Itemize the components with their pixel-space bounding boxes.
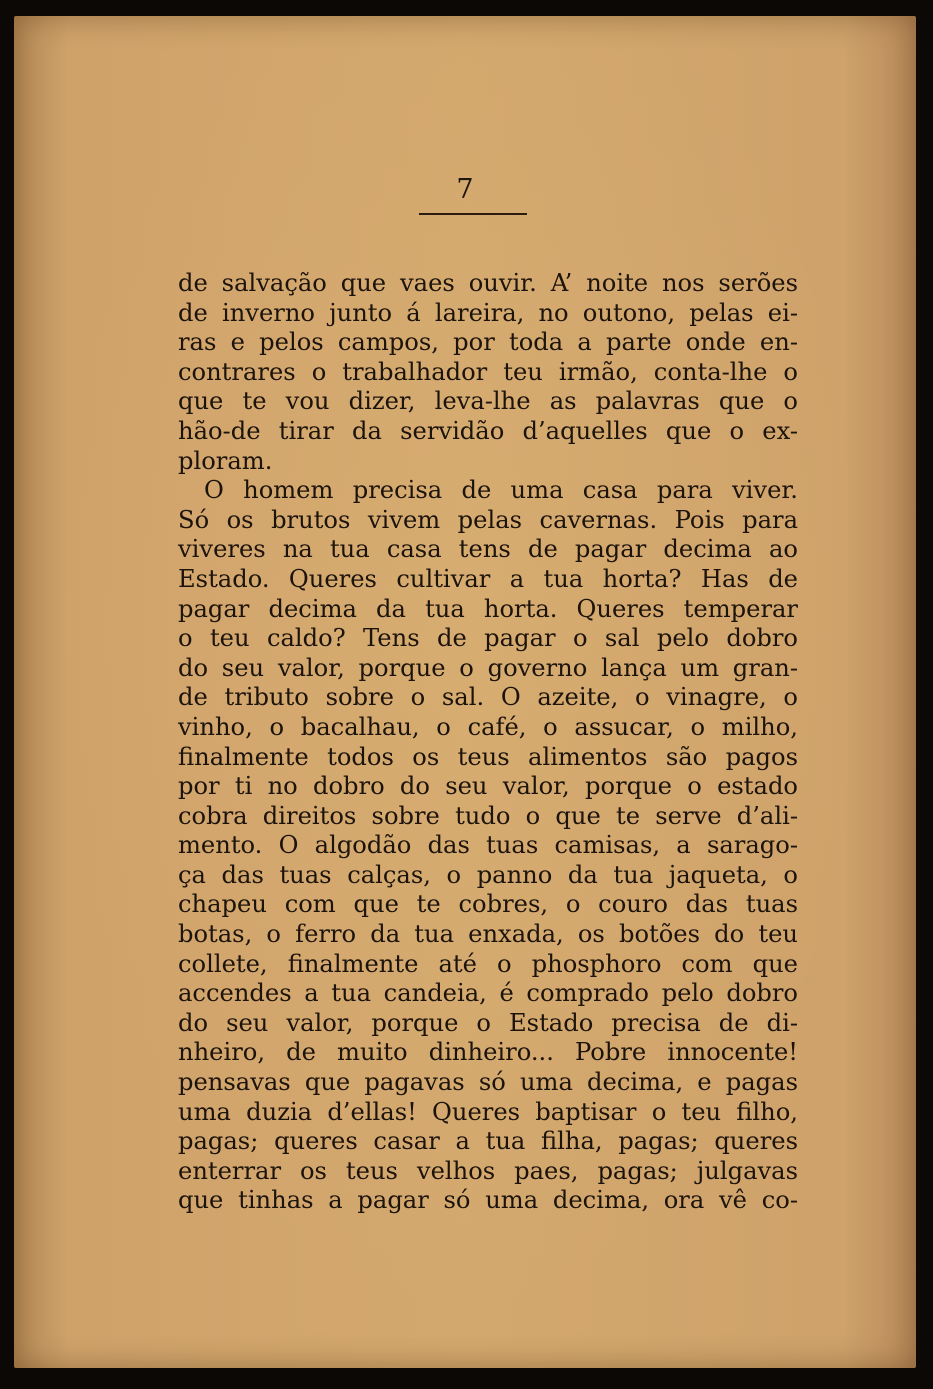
text-line: pagas; queres casar a tua filha, pagas; queres [178, 1127, 798, 1156]
page-number-text: 7 [456, 174, 474, 205]
text-line: hão-de tirar da servidão d’aquelles que o ex- [178, 416, 798, 445]
text-line: mento. O algodão das tuas camisas, a sarago- [178, 831, 798, 860]
text-line: enterrar os teus velhos paes, pagas; julgavas [178, 1156, 798, 1185]
text-line: que te vou dizer, leva-lhe as palavras que o [178, 387, 798, 416]
text-line: O homem precisa de uma casa para viver. [204, 476, 798, 505]
text-line: ça das tuas calças, o panno da tua jaqueta, o [178, 860, 798, 889]
text-line: do seu valor, porque o governo lança um gran- [178, 653, 798, 682]
text-line: vinho, o bacalhau, o café, o assucar, o milho, [178, 712, 798, 741]
text-line: de salvação que vaes ouvir. A’ noite nos serões [178, 269, 798, 297]
text-line: pagar decima da tua horta. Queres temperar [178, 594, 798, 623]
text-line: collete, finalmente até o phosphoro com que [178, 949, 798, 978]
text-line: botas, o ferro da tua enxada, os botões do teu [178, 920, 798, 949]
text-line: pensavas que pagavas só uma decima, e pagas [178, 1068, 798, 1097]
text-line: de tributo sobre o sal. O azeite, o vinagre, o [178, 683, 798, 712]
body-text [178, 269, 798, 1216]
page-number [14, 174, 916, 205]
text-line: ras e pelos campos, por toda a parte onde en- [178, 328, 798, 357]
text-line: contrares o trabalhador teu irmão, conta-lhe o [178, 357, 798, 386]
text-line: uma duzia d’ellas! Queres baptisar o teu filho, [178, 1097, 798, 1126]
text-line: nheiro, de muito dinheiro... Pobre innocente! [178, 1038, 798, 1067]
text-line: accendes a tua candeia, é comprado pelo dobro [178, 979, 798, 1008]
page-number-rule [419, 213, 527, 215]
text-line: chapeu com que te cobres, o couro das tuas [178, 890, 798, 919]
book-page [14, 16, 916, 1368]
text-line: que tinhas a pagar só uma decima, ora vê co- [178, 1186, 798, 1215]
text-line: de inverno junto á lareira, no outono, pelas ei- [178, 298, 798, 327]
text-line: ploram. [178, 446, 273, 475]
text-line: o teu caldo? Tens de pagar o sal pelo dobro [178, 624, 798, 653]
text-line: finalmente todos os teus alimentos são pagos [178, 742, 798, 771]
text-line: Estado. Queres cultivar a tua horta? Has de [178, 564, 798, 593]
text-line: cobra direitos sobre tudo o que te serve d’ali- [178, 801, 798, 830]
text-line: do seu valor, porque o Estado precisa de di- [178, 1008, 798, 1037]
text-line: Só os brutos vivem pelas cavernas. Pois para [178, 505, 798, 534]
text-line: viveres na tua casa tens de pagar decima ao [178, 535, 798, 564]
text-line: por ti no dobro do seu valor, porque o estado [178, 772, 798, 801]
